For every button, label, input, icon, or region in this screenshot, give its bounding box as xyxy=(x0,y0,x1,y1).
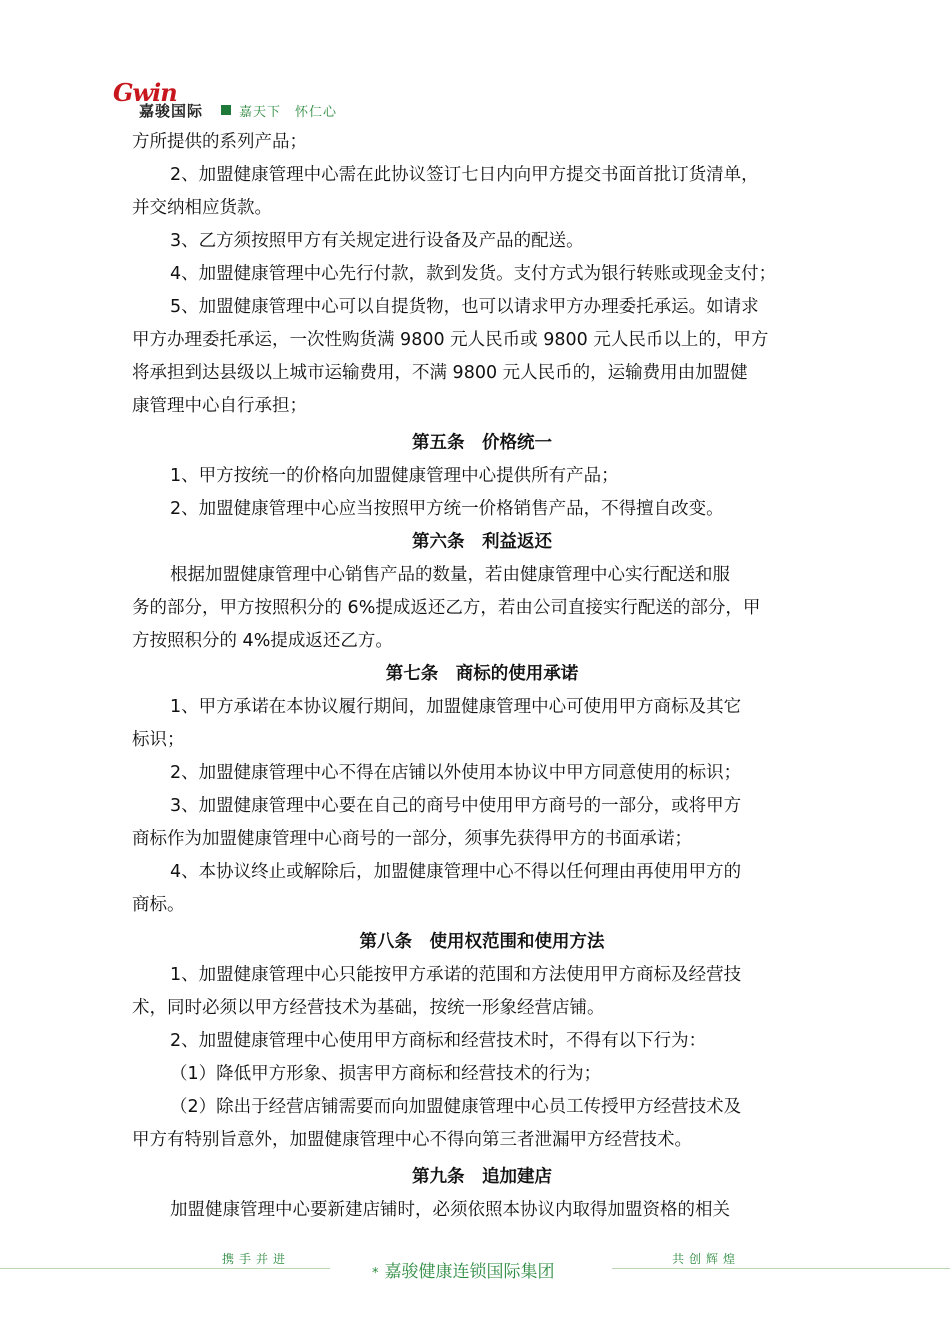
text-line: 5、加盟健康管理中心可以自提货物，也可以请求甲方办理委托承运。如请求 xyxy=(170,297,759,317)
header-slogan: 嘉天下 怀仁心 xyxy=(239,105,338,120)
section-heading-6: 第六条 利益返还 xyxy=(412,532,552,552)
text-line: 甲方办理委托承运，一次性购货满 9800 元人民币或 9800 元人民币以上的，甲方 xyxy=(132,330,769,350)
section-heading-8: 第八条 使用权范围和使用方法 xyxy=(359,932,605,952)
text-line: 甲方有特别旨意外，加盟健康管理中心不得向第三者泄漏甲方经营技术。 xyxy=(132,1130,692,1150)
text-line: 将承担到达县级以上城市运输费用，不满 9800 元人民币的，运输费用由加盟健 xyxy=(132,363,748,383)
document-body xyxy=(132,126,832,1227)
section-heading-9: 第九条 追加建店 xyxy=(412,1167,552,1187)
text-line: 3、加盟健康管理中心要在自己的商号中使用甲方商号的一部分，或将甲方 xyxy=(170,796,742,816)
text-line: 3、乙方须按照甲方有关规定进行设备及产品的配送。 xyxy=(170,231,584,251)
text-line: （1）降低甲方形象、损害甲方商标和经营技术的行为； xyxy=(170,1064,602,1084)
text-line: 2、加盟健康管理中心使用甲方商标和经营技术时，不得有以下行为： xyxy=(170,1031,707,1051)
section-heading-5: 第五条 价格统一 xyxy=(412,433,552,453)
footer-right-slogan: 共创辉煌 xyxy=(672,1252,741,1266)
footer-company-text: 嘉骏健康连锁国际集团 xyxy=(384,1262,555,1282)
text-line: 1、加盟健康管理中心只能按甲方承诺的范围和方法使用甲方商标及经营技 xyxy=(170,965,742,985)
text-line: 标识； xyxy=(132,730,185,750)
text-line: 方所提供的系列产品； xyxy=(132,132,307,152)
footer-rule-left xyxy=(0,1268,330,1269)
text-line: 2、加盟健康管理中心应当按照甲方统一价格销售产品，不得擅自改变。 xyxy=(170,499,724,519)
star-icon: * xyxy=(372,1266,379,1281)
text-line: 康管理中心自行承担； xyxy=(132,396,307,416)
text-line: 根据加盟健康管理中心销售产品的数量，若由健康管理中心实行配送和服 xyxy=(170,565,730,585)
company-logo xyxy=(113,78,373,120)
footer-left-slogan: 携手并进 xyxy=(222,1252,291,1266)
text-line: 4、本协议终止或解除后，加盟健康管理中心不得以任何理由再使用甲方的 xyxy=(170,862,742,882)
footer-company-name xyxy=(372,1257,555,1282)
text-line: 方按照积分的 4%提成返还乙方。 xyxy=(132,631,393,651)
text-line: 并交纳相应货款。 xyxy=(132,198,272,218)
section-heading-7: 第七条 商标的使用承诺 xyxy=(385,664,579,684)
footer-rule-right xyxy=(612,1268,950,1269)
text-line: 务的部分，甲方按照积分的 6%提成返还乙方，若由公司直接实行配送的部分，甲 xyxy=(132,598,761,618)
text-line: 2、加盟健康管理中心不得在店铺以外使用本协议中甲方同意使用的标识； xyxy=(170,763,742,783)
logo-chinese-name: 嘉骏国际 xyxy=(139,102,204,120)
text-line: 4、加盟健康管理中心先行付款，款到发货。支付方式为银行转账或现金支付； xyxy=(170,264,777,284)
text-line: 加盟健康管理中心要新建店铺时，必须依照本协议内取得加盟资格的相关 xyxy=(170,1200,730,1220)
text-line: 1、甲方按统一的价格向加盟健康管理中心提供所有产品； xyxy=(170,466,619,486)
text-line: 商标作为加盟健康管理中心商号的一部分，须事先获得甲方的书面承诺； xyxy=(132,829,692,849)
green-square-icon xyxy=(221,105,231,115)
text-line: 1、甲方承诺在本协议履行期间，加盟健康管理中心可使用甲方商标及其它 xyxy=(170,697,742,717)
logo-mark: Gwin xyxy=(113,78,177,107)
text-line: （2）除出于经营店铺需要而向加盟健康管理中心员工传授甲方经营技术及 xyxy=(170,1097,742,1117)
text-line: 术，同时必须以甲方经营技术为基础，按统一形象经营店铺。 xyxy=(132,998,605,1018)
text-line: 2、加盟健康管理中心需在此协议签订七日内向甲方提交书面首批订货清单， xyxy=(170,165,759,185)
text-line: 商标。 xyxy=(132,895,185,915)
